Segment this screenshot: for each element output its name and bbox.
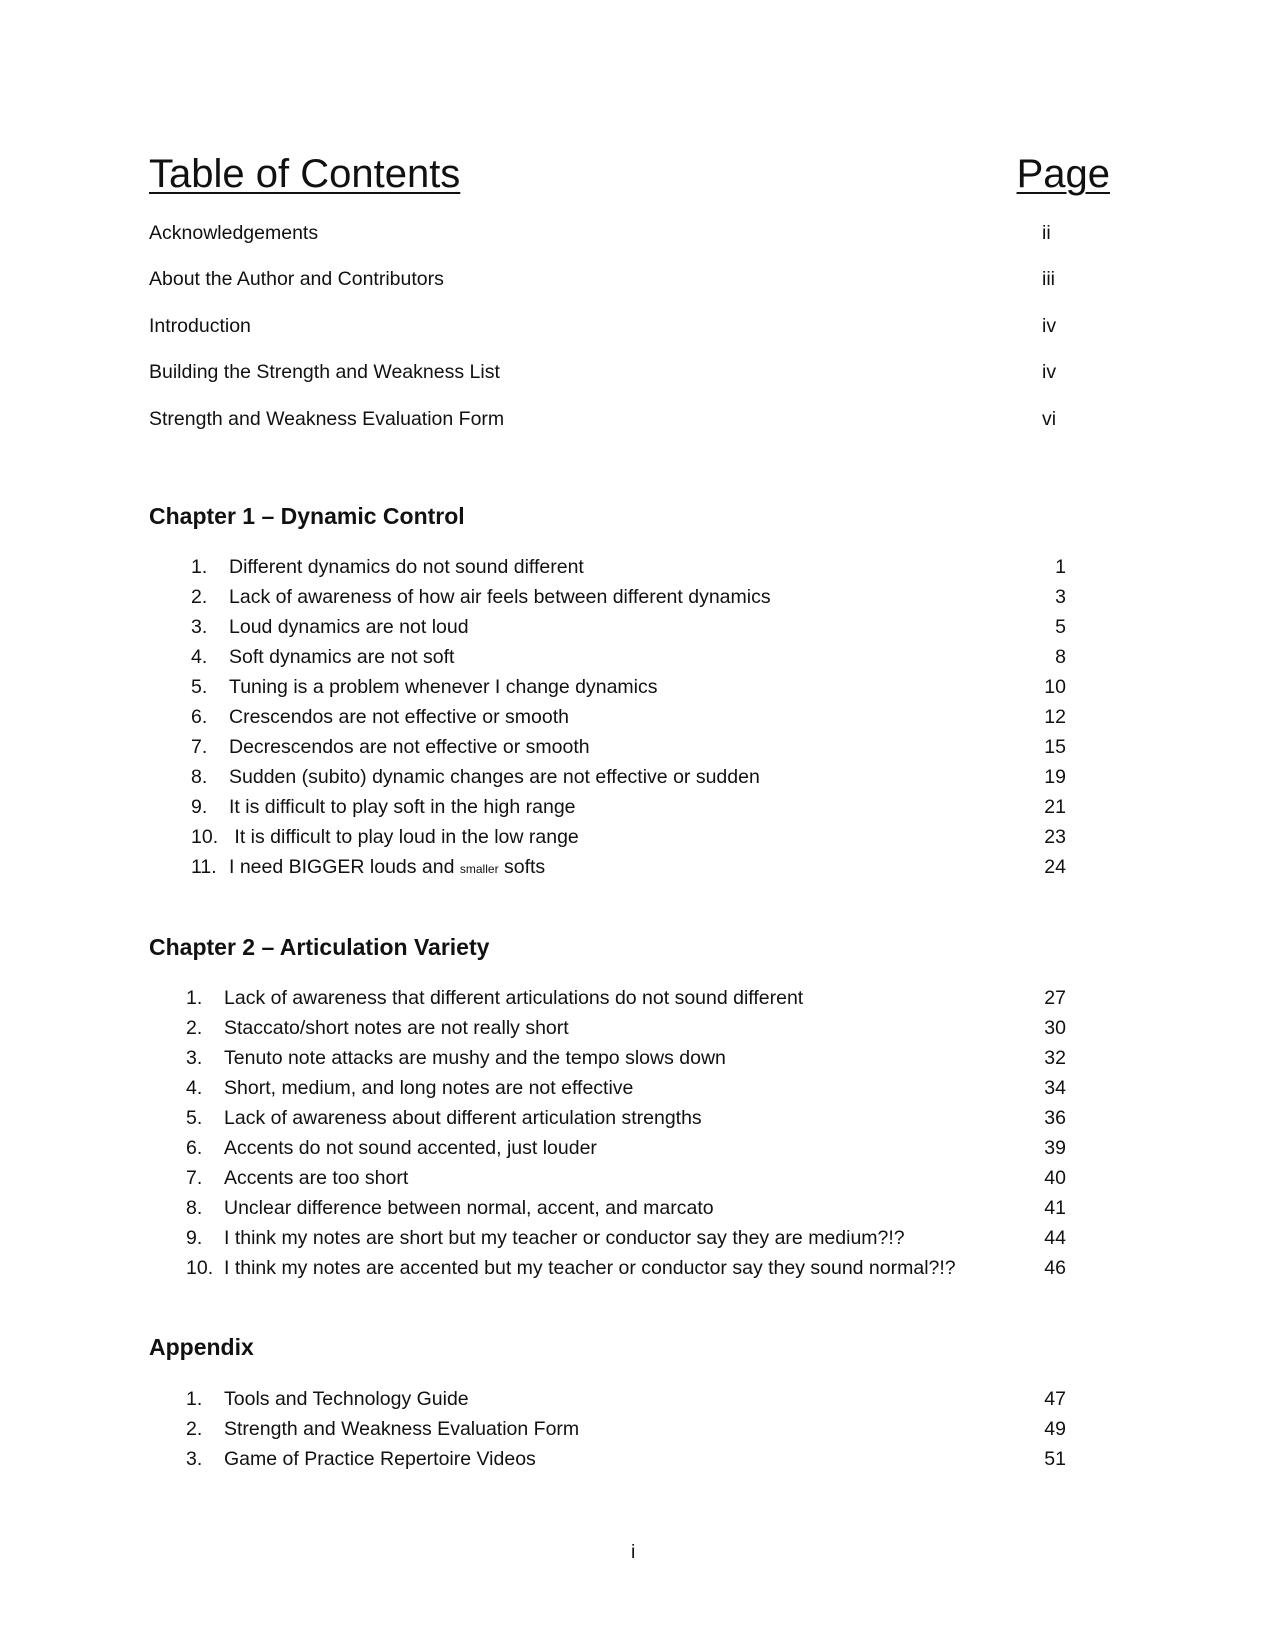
toc-item-label-text[interactable]: I think my notes are accented but my teacher or conductor say they sound normal?!? — [224, 1257, 956, 1279]
toc-item-label-text[interactable]: Strength and Weakness Evaluation Form — [224, 1418, 580, 1440]
toc-item-number: 9. — [186, 1227, 203, 1249]
toc-item-label[interactable] — [224, 1046, 726, 1070]
toc-item-page: 40 — [1044, 1167, 1066, 1189]
toc-item-label[interactable] — [229, 645, 454, 669]
page-column-heading: Page — [1016, 152, 1110, 196]
toc-item-label-text[interactable]: Different dynamics do not sound different — [229, 556, 584, 578]
toc-item-page: 36 — [1044, 1107, 1066, 1129]
toc-item-number: 5. — [191, 676, 208, 698]
toc-item-number: 3. — [186, 1047, 203, 1069]
toc-item-label-text[interactable]: I think my notes are short but my teacher or conductor say they are medium?!? — [224, 1227, 905, 1249]
toc-item-label[interactable] — [229, 555, 584, 579]
toc-item-label-text[interactable]: Crescendos are not effective or smooth — [229, 706, 569, 728]
toc-item-label[interactable] — [229, 675, 658, 699]
toc-item-number: 11. — [191, 856, 217, 878]
toc-entry-page: iii — [1042, 268, 1055, 290]
toc-item-label[interactable] — [224, 1136, 597, 1160]
toc-entry-page: ii — [1042, 222, 1051, 244]
toc-item-label-text[interactable]: Soft dynamics are not soft — [229, 646, 455, 668]
toc-item-page: 23 — [1044, 826, 1066, 848]
toc-item-number: 4. — [191, 646, 208, 668]
toc-item-label-text[interactable]: Tools and Technology Guide — [224, 1388, 469, 1410]
toc-item-page: 5 — [1055, 616, 1066, 638]
toc-item-number: 8. — [186, 1197, 203, 1219]
toc-item-number: 6. — [186, 1137, 203, 1159]
toc-item-page: 49 — [1044, 1418, 1066, 1440]
toc-entry-label[interactable]: Acknowledgements — [149, 222, 319, 244]
toc-item-label[interactable] — [224, 1387, 469, 1411]
toc-item-page: 24 — [1044, 856, 1066, 878]
toc-item-label-text[interactable]: Game of Practice Repertoire Videos — [224, 1448, 536, 1470]
toc-item-page: 8 — [1055, 646, 1066, 668]
toc-item-number: 10. — [186, 1257, 214, 1279]
toc-item-label[interactable] — [224, 1076, 633, 1100]
toc-item-number: 8. — [191, 766, 208, 788]
toc-entry-page: vi — [1042, 408, 1057, 430]
toc-item-label-small[interactable]: smaller — [459, 862, 499, 876]
toc-item-label[interactable] — [224, 1226, 905, 1250]
toc-item-number: 2. — [186, 1418, 203, 1440]
toc-item-label-text[interactable]: Lack of awareness of how air feels between different dynamics — [229, 586, 771, 608]
toc-item-label-text[interactable]: Short, medium, and long notes are not effective — [224, 1077, 634, 1099]
toc-item-label[interactable] — [224, 1016, 569, 1040]
toc-item-label[interactable] — [224, 1196, 714, 1220]
toc-item-page: 34 — [1044, 1077, 1066, 1099]
toc-item-label-text[interactable]: It is difficult to play loud in the low range — [229, 826, 579, 848]
toc-item-number: 1. — [191, 556, 208, 578]
toc-item-label-text[interactable]: Decrescendos are not effective or smooth — [229, 736, 590, 758]
toc-item-page: 46 — [1044, 1257, 1066, 1279]
toc-item-label[interactable] — [224, 1106, 702, 1130]
toc-item-label[interactable] — [229, 615, 469, 639]
toc-item-page: 12 — [1044, 706, 1066, 728]
toc-item-label-after[interactable]: softs — [498, 856, 546, 878]
toc-item-label[interactable] — [229, 735, 590, 759]
toc-item-number: 3. — [191, 616, 208, 638]
toc-item-label-text[interactable]: It is difficult to play soft in the high range — [229, 796, 576, 818]
toc-item-page: 41 — [1044, 1197, 1066, 1219]
section-heading: Appendix — [149, 1334, 254, 1360]
toc-item-page: 27 — [1044, 987, 1066, 1009]
toc-item-label-text[interactable]: Lack of awareness that different articulations do not sound different — [224, 987, 804, 1009]
footer-page-number: i — [631, 1541, 636, 1563]
section-heading: Chapter 1 – Dynamic Control — [149, 503, 465, 529]
toc-item-number: 9. — [191, 796, 208, 818]
toc-item-page: 3 — [1055, 586, 1066, 608]
toc-item-label-text[interactable]: Loud dynamics are not loud — [229, 616, 469, 638]
toc-item-number: 7. — [191, 736, 208, 758]
toc-item-label-text[interactable]: Lack of awareness about different articulation strengths — [224, 1107, 702, 1129]
toc-item-label-text[interactable]: Accents are too short — [224, 1167, 409, 1189]
toc-item-label[interactable] — [229, 855, 545, 881]
toc-entry-label[interactable]: Strength and Weakness Evaluation Form — [149, 408, 505, 430]
toc-item-label[interactable] — [224, 1417, 579, 1441]
toc-item-number: 1. — [186, 987, 203, 1009]
toc-item-label-text[interactable]: Tuning is a problem whenever I change dynamics — [229, 676, 658, 698]
toc-item-number: 7. — [186, 1167, 203, 1189]
toc-item-label-text[interactable]: I need BIGGER louds and — [229, 856, 460, 878]
toc-item-page: 39 — [1044, 1137, 1066, 1159]
toc-entry-label[interactable]: About the Author and Contributors — [149, 268, 444, 290]
toc-item-number: 5. — [186, 1107, 203, 1129]
toc-entry-label[interactable]: Introduction — [149, 315, 251, 337]
toc-item-label[interactable] — [229, 705, 569, 729]
toc-item-label[interactable] — [224, 1256, 956, 1280]
toc-item-label-text[interactable]: Unclear difference between normal, accent, and marcato — [224, 1197, 714, 1219]
toc-entry-label[interactable]: Building the Strength and Weakness List — [149, 361, 500, 383]
toc-entry-page: iv — [1042, 315, 1057, 337]
toc-item-page: 32 — [1044, 1047, 1066, 1069]
toc-item-label-text[interactable]: Accents do not sound accented, just louder — [224, 1137, 597, 1159]
toc-item-label[interactable] — [224, 986, 803, 1010]
toc-item-number: 4. — [186, 1077, 203, 1099]
page-title: Table of Contents — [149, 152, 461, 196]
toc-item-page: 47 — [1044, 1388, 1066, 1410]
toc-entry-page: iv — [1042, 361, 1057, 383]
toc-item-label[interactable] — [224, 1166, 408, 1190]
toc-item-page: 15 — [1044, 736, 1066, 758]
toc-item-number: 2. — [186, 1017, 203, 1039]
toc-item-label[interactable] — [229, 765, 760, 789]
toc-item-label-text[interactable]: Tenuto note attacks are mushy and the tempo slows down — [224, 1047, 726, 1069]
toc-item-page: 19 — [1044, 766, 1066, 788]
toc-item-page: 51 — [1044, 1448, 1066, 1470]
toc-item-number: 1. — [186, 1388, 203, 1410]
toc-item-label-text[interactable]: Sudden (subito) dynamic changes are not effective or sudden — [229, 766, 760, 788]
toc-item-page: 1 — [1055, 556, 1066, 578]
toc-item-number: 3. — [186, 1448, 203, 1470]
toc-item-label-text[interactable]: Staccato/short notes are not really short — [224, 1017, 569, 1039]
toc-item-number: 2. — [191, 586, 208, 608]
toc-item-page: 30 — [1044, 1017, 1066, 1039]
section-heading: Chapter 2 – Articulation Variety — [149, 934, 490, 960]
toc-item-label[interactable] — [229, 795, 576, 819]
toc-item-number: 10. — [191, 826, 219, 848]
toc-item-page: 21 — [1044, 796, 1066, 818]
toc-item-page: 44 — [1044, 1227, 1066, 1249]
toc-item-label[interactable] — [229, 585, 771, 609]
toc-item-number: 6. — [191, 706, 208, 728]
toc-item-label[interactable] — [224, 1447, 536, 1471]
toc-item-label[interactable] — [229, 825, 579, 849]
toc-item-page: 10 — [1044, 676, 1066, 698]
